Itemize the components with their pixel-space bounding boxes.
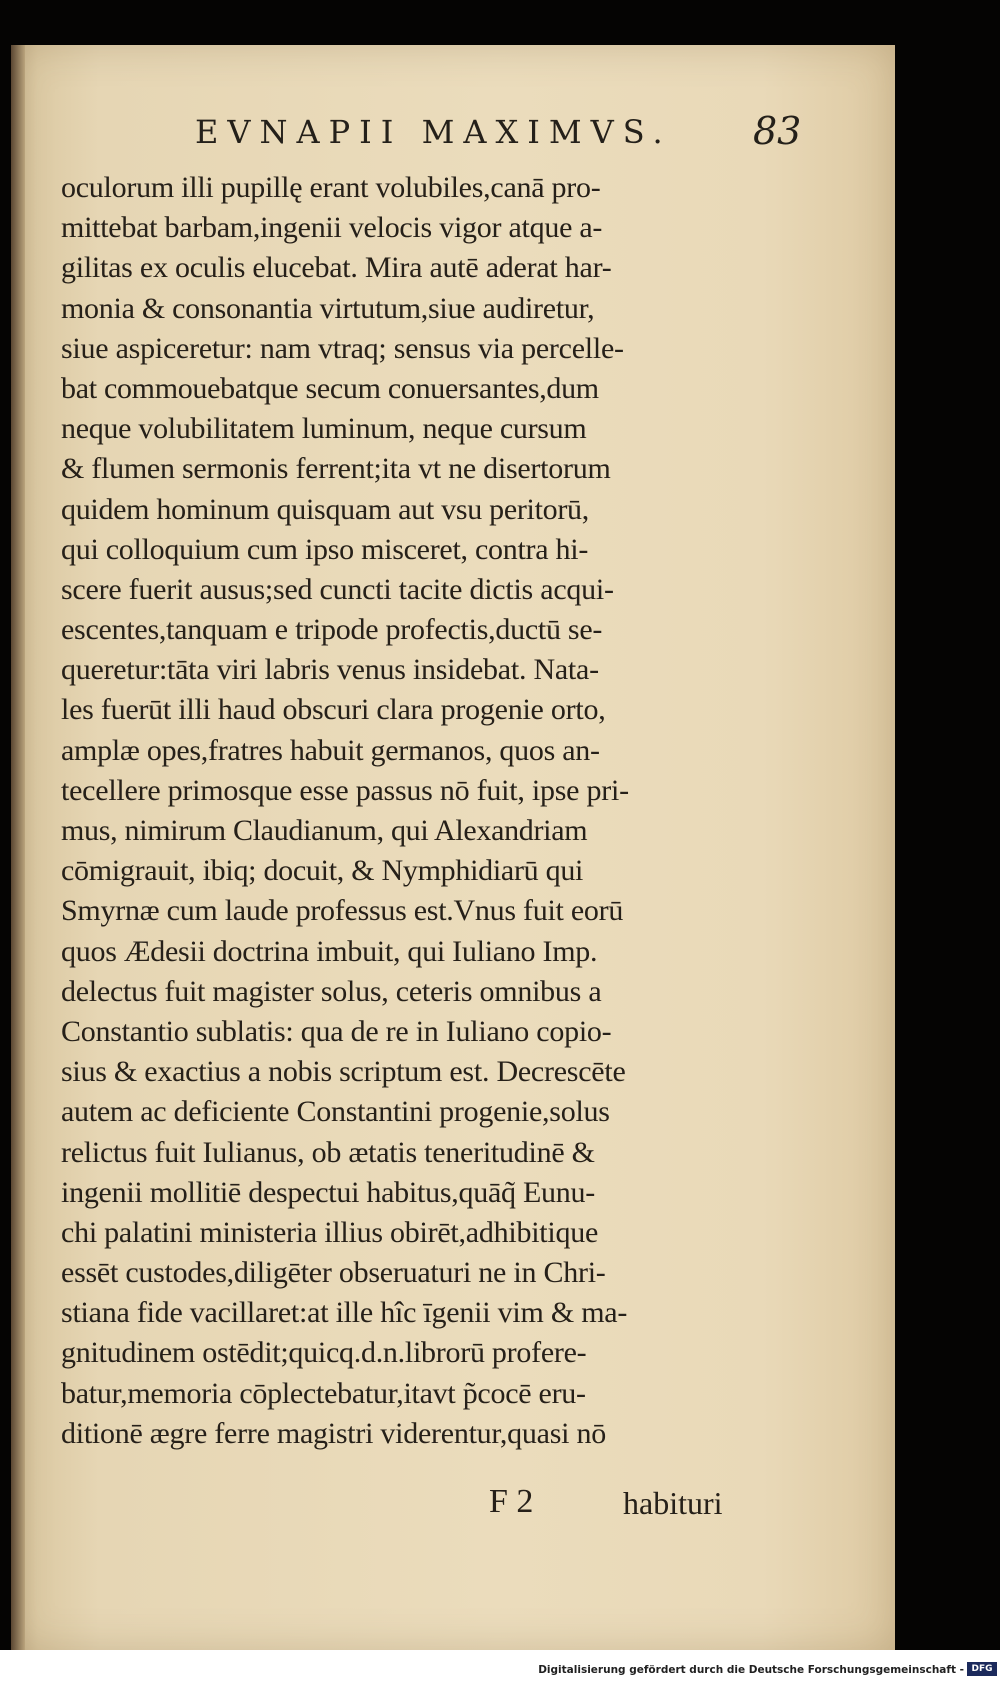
book-page: [11, 45, 895, 1650]
text-line: queretur:tāta viri labris venus insidebat. Nata-: [61, 653, 599, 687]
page-gutter: [11, 45, 25, 1650]
text-line: sius & exactius a nobis scriptum est. Decrescēte: [61, 1055, 626, 1089]
text-line: stiana fide vacillaret:at ille hîc īgenii vim & ma-: [61, 1296, 628, 1330]
body-text: [61, 168, 781, 1454]
text-line: autem ac deficiente Constantini progenie,solus: [61, 1095, 610, 1129]
catchword: habituri: [623, 1485, 723, 1521]
text-line: ditionē ægre ferre magistri viderentur,quasi nō: [61, 1416, 606, 1450]
text-line: delectus fuit magister solus, ceteris omnibus a: [61, 974, 602, 1008]
text-line: relictus fuit Iulianus, ob ætatis teneritudinē &: [61, 1135, 595, 1169]
text-line: batur,memoria cōplectebatur,itavt p̃cocē eru-: [61, 1376, 586, 1410]
running-header: EVNAPII MAXIMVS.: [195, 113, 672, 151]
digitization-credit: Digitalisierung gefördert durch die Deutsche Forschungsgemeinschaft -: [538, 1664, 964, 1676]
folio-number: 83: [753, 109, 802, 153]
text-line: quidem hominum quisquam aut vsu peritorū,: [61, 492, 589, 526]
text-line: Constantio sublatis: qua de re in Iuliano copio-: [61, 1014, 612, 1048]
text-line: quos Ædesii doctrina imbuit, qui Iuliano Imp.: [61, 934, 598, 968]
text-line: Smyrnæ cum laude professus est.Vnus fuit eorū: [61, 894, 624, 928]
text-line: monia & consonantia virtutum,siue audiretur,: [61, 291, 595, 325]
text-line: gnitudinem ostēdit;quicq.d.n.librorū profere-: [61, 1336, 587, 1370]
text-line: mus, nimirum Claudianum, qui Alexandriam: [61, 814, 588, 847]
text-line: les fuerūt illi haud obscuri clara progenie orto,: [61, 693, 606, 727]
text-line: gilitas ex oculis elucebat. Mira autē aderat har-: [61, 251, 612, 285]
text-line: bat commouebatque secum conuersantes,dum: [61, 371, 599, 405]
signature-mark: F 2: [489, 1483, 534, 1520]
text-line: cōmigrauit, ibiq; docuit, & Nymphidiarū qui: [61, 854, 584, 888]
text-line: chi palatini ministeria illius obirēt,adhibitique: [61, 1215, 599, 1249]
dfg-logo: DFG: [967, 1662, 997, 1676]
text-line: & flumen sermonis ferrent;ita vt ne disertorum: [61, 452, 611, 486]
text-line: scere fuerit ausus;sed cuncti tacite dictis acqui-: [61, 572, 614, 606]
text-line: oculorum illi pupillę erant volubiles,canā pro-: [61, 171, 601, 204]
text-line: neque volubilitatem luminum, neque cursum: [61, 412, 587, 446]
text-line: essēt custodes,diligēter obseruaturi ne in Chri-: [61, 1256, 606, 1290]
text-line: ingenii mollitiē despectui habitus,quāq̃ Eunu-: [61, 1175, 595, 1209]
page-footer: [61, 1483, 781, 1533]
text-line: tecellere primosque esse passus nō fuit, ipse pri-: [61, 773, 629, 807]
text-line: amplæ opes,fratres habuit germanos, quos an-: [61, 733, 600, 767]
text-line: siue aspiceretur: nam vtraq; sensus via percelle-: [61, 331, 624, 365]
text-line: escentes,tanquam e tripode profectis,ductū se-: [61, 613, 603, 647]
text-line: qui colloquium cum ipso misceret, contra hi-: [61, 532, 589, 566]
text-line: mittebat barbam,ingenii velocis vigor atque a-: [61, 211, 603, 245]
